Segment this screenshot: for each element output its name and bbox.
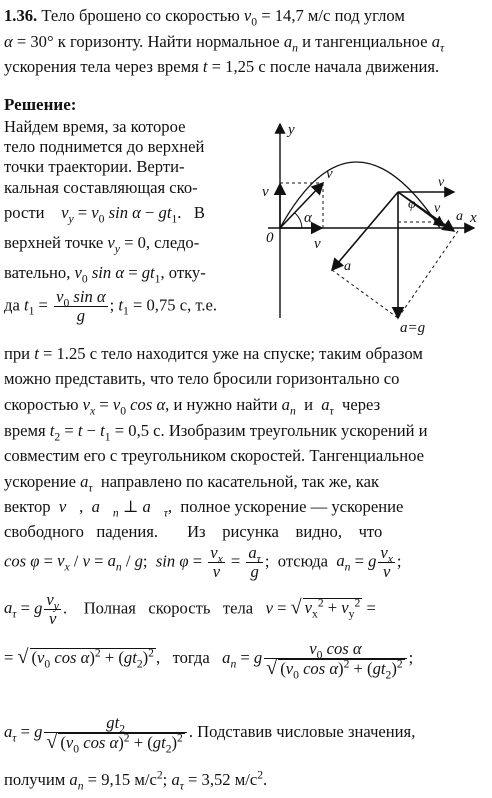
- an-label: a: [344, 259, 351, 274]
- dash-an: [332, 270, 398, 318]
- an-vector: [332, 192, 398, 270]
- alpha-label: α: [304, 210, 312, 226]
- col-line-6: верхней точке $v_y = 0$, следо-: [4, 233, 200, 256]
- solution-heading: Решение:: [4, 95, 77, 114]
- at-label: a: [456, 209, 463, 224]
- problem-line-1: 1.36. Тело брошено со скоростью $v_0 = 14,7$ м/с под углом: [4, 6, 405, 29]
- para-line-6: ускорение $a_\tau$ направлено по касательной, так же, как: [4, 472, 380, 495]
- y-axis-label: y: [288, 122, 295, 138]
- problem-line-3: ускорения тела через время t = 1,25 с после начала движения.: [4, 57, 440, 76]
- para-line-5: совместим его с треугольником скоростей. Тангенциальное: [4, 446, 424, 465]
- vx-label: v: [314, 236, 321, 252]
- para-line-8: свободного падения. Из рисунка видно, что: [4, 522, 383, 541]
- at-vector: [398, 192, 454, 231]
- col-line-4: кальная составляющая ско-: [4, 178, 198, 197]
- x-axis-label: x: [470, 210, 477, 226]
- para-line-13: получим $a_n = 9,15$ $м/с^2$; $a_\tau = 3,52$ $м/с^2$.: [4, 768, 268, 793]
- alpha-arc: [295, 213, 302, 228]
- v-descent-label: v: [434, 201, 441, 216]
- phi-label: φ: [408, 197, 416, 212]
- v0-vector: [280, 183, 323, 228]
- para-line-3: скоростью $v_x = v_0$ cos α, и нужно найти $a_n$ и $a_\tau$ через: [4, 395, 381, 418]
- col-line-2: тело поднимется до верхней: [4, 137, 205, 156]
- vy-label: v: [262, 184, 269, 200]
- para-line-4: время $t_2 = t - t_1 = 0,5$ с. Изобразим треугольник ускорений и: [4, 421, 428, 444]
- para-line-7: вектор v⃗, $a⃗_n$ ⊥ $a⃗_\tau$, полное ускорение — ускорение: [4, 497, 404, 520]
- fraction-t1: $\frac{v_0 \sin \alpha}{g}$: [56, 287, 106, 325]
- para-line-9: $\cos \varphi = v_x / v = a_n / g$; sin φ = $\frac{v_x}{v}$ = $\frac{a_\tau}{g}$ ; отсюда $a_n = g$ $\frac{v_x}{v}$ ;: [4, 543, 402, 581]
- col-line-7: вательно, $v_0$ $\sin \alpha = gt_1$, отку-: [4, 263, 206, 286]
- dash-g: [398, 231, 458, 318]
- para-line-10: $a_\tau = g$ $\frac{v_y}{v}$ . Полная скорость тела v = √ $v_x^2 + v_y^2$ =: [4, 590, 376, 628]
- col-line-3: точки траектории. Верти-: [4, 157, 185, 176]
- v0-label: v: [326, 166, 333, 182]
- trajectory-diagram: [258, 118, 488, 340]
- col-line-1: Найдем время, за которое: [4, 117, 186, 136]
- col-line-8: да $t_1$ = $\frac{v_0 \sin \alpha}{g}$ ; $t_1 = 0,75$ с, т.е.: [4, 287, 218, 325]
- problem-number: 1.36.: [4, 6, 38, 25]
- vx-descent-label: v: [438, 175, 445, 190]
- para-line-2: можно представить, что тело бросили горизонтально со: [4, 369, 400, 388]
- origin-label: 0: [266, 230, 274, 246]
- para-line-1: при t = 1.25 с тело находится уже на спуске; таким образом: [4, 344, 423, 363]
- col-line-5: рости $v_y = v_0$ $\sin \alpha - gt_1$. В: [4, 203, 205, 226]
- problem-line-2: α = 30° к горизонту. Найти нормальное $a_n$ и тангенциальное $a_\tau$: [4, 32, 445, 55]
- g-label: a=g: [400, 320, 426, 336]
- para-line-12: $a_\tau = g$ $\frac{gt_2}{√ (v_0 \cos \alpha)^2 + (gt_2)^2}$ . Подставив числовые значения,: [4, 713, 416, 756]
- para-line-11: = √ ($v_0$ $\cos \alpha)^2 + (gt_2)^2$ , тогда $a_n = g$ $\frac{v_0 \cos \alpha}{√ (v_0 \cos \alpha)^2 + (gt_2)^2}$ ;: [4, 639, 414, 682]
